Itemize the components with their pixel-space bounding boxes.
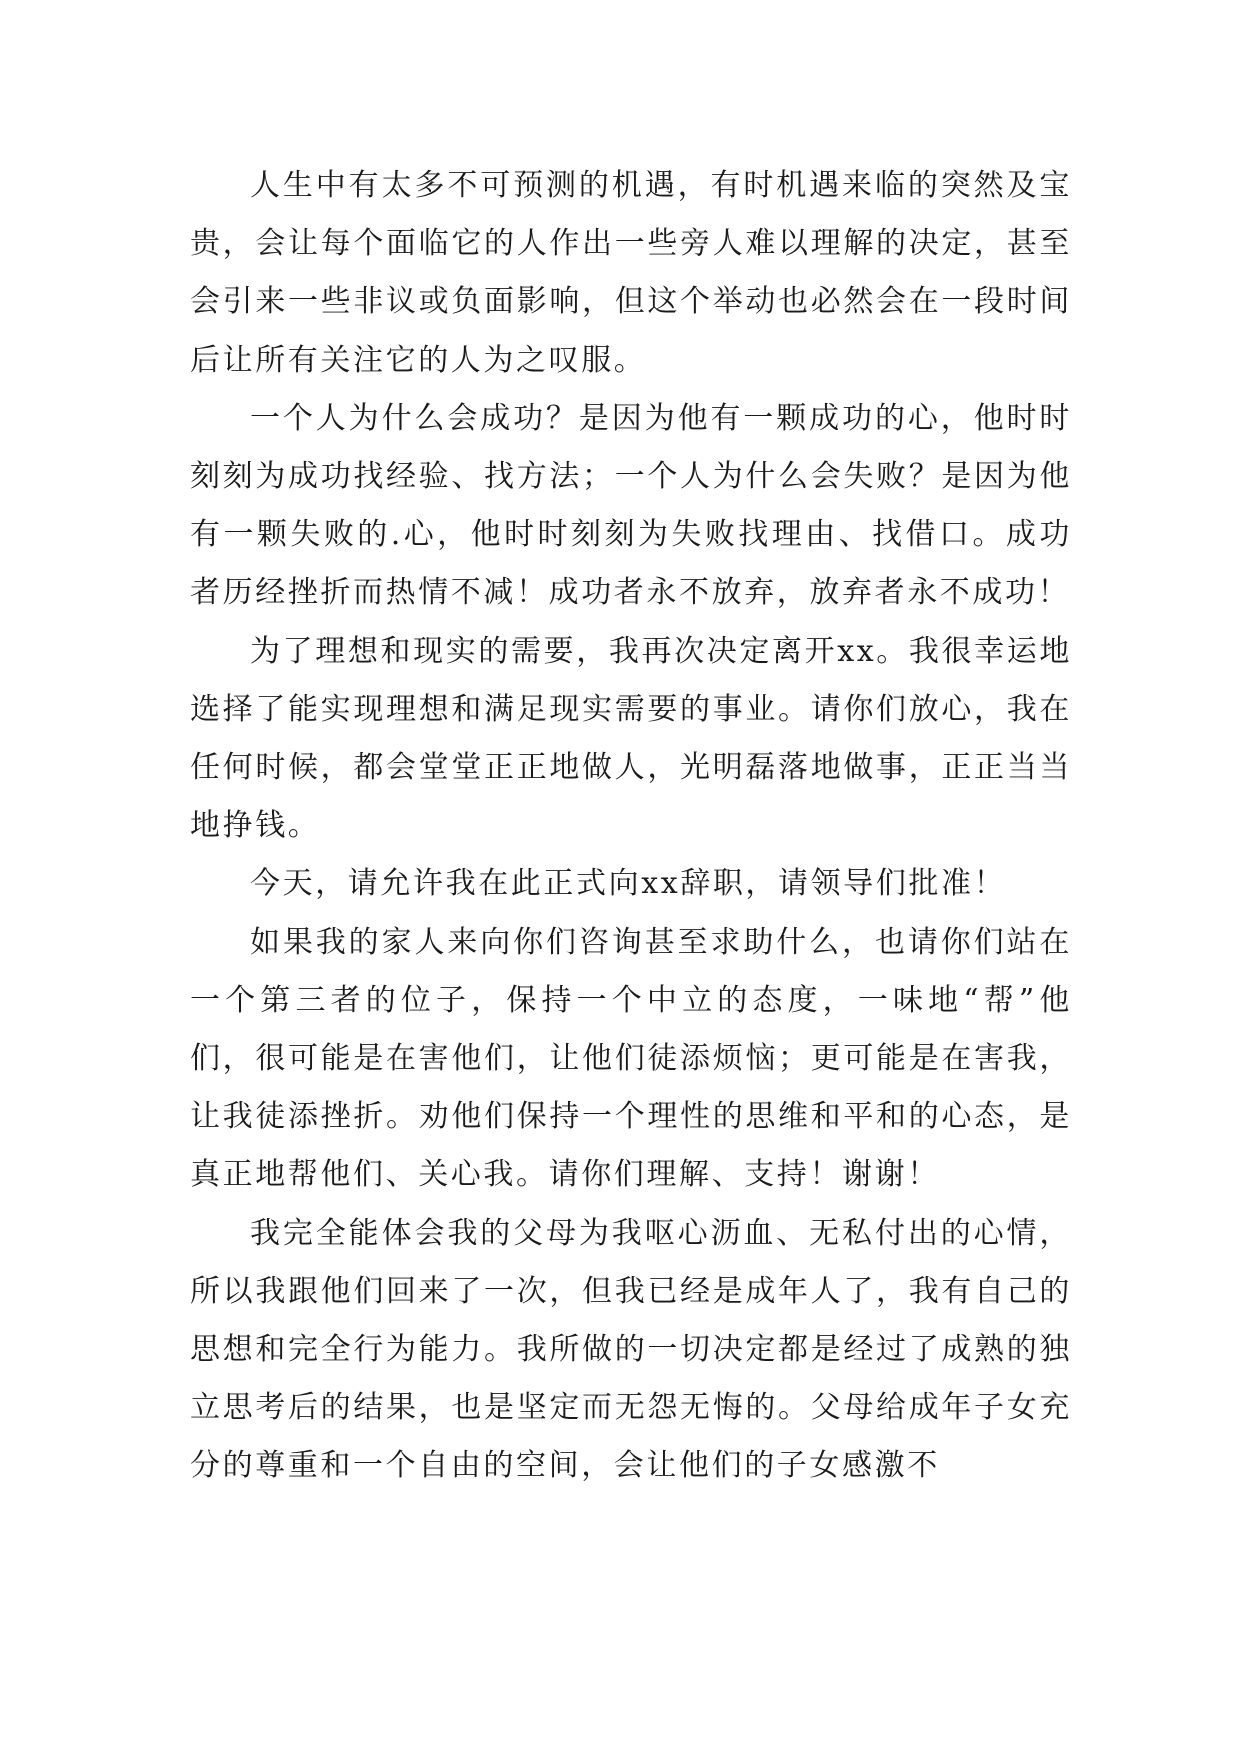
document-body bbox=[190, 157, 1072, 1496]
paragraph-2: 一个人为什么会成功？是因为他有一颗成功的心，他时时刻刻为成功找经验、找方法；一个人为什么会失败？是因为他有一颗失败的.心，他时时刻刻为失败找理由、找借口。成功者历经挫折而热情不减！成功者永不放弃，放弃者永不成功！ bbox=[190, 400, 1072, 611]
paragraph-5: 如果我的家人来向你们咨询甚至求助什么，也请你们站在一个第三者的位子，保持一个中立的态度，一味地“帮”他们，很可能是在害他们，让他们徒添烦恼；更可能是在害我，让我徒添挫折。劝他们保持一个理性的思维和平和的心态，是真正地帮他们、关心我。请你们理解、支持！谢谢！ bbox=[190, 924, 1072, 1193]
paragraph-1: 人生中有太多不可预测的机遇，有时机遇来临的突然及宝贵，会让每个面临它的人作出一些旁人难以理解的决定，甚至会引来一些非议或负面影响，但这个举动也必然会在一段时间后让所有关注它的人为之叹服。 bbox=[190, 168, 1072, 378]
paragraph-6: 我完全能体会我的父母为我呕心沥血、无私付出的心情，所以我跟他们回来了一次，但我已经是成年人了，我有自己的思想和完全行为能力。我所做的一切决定都是经过了成熟的独立思考后的结果，也是坚定而无怨无悔的。父母给成年子女充分的尊重和一个自由的空间，会让他们的子女感激不 bbox=[190, 1215, 1072, 1484]
paragraph-4: 今天，请允许我在此正式向xx辞职，请领导们批准！ bbox=[250, 866, 1007, 902]
paragraph-3: 为了理想和现实的需要，我再次决定离开xx。我很幸运地选择了能实现理想和满足现实需要的事业。请你们放心，我在任何时候，都会堂堂正正地做人，光明磊落地做事，正正当当地挣钱。 bbox=[190, 633, 1072, 844]
